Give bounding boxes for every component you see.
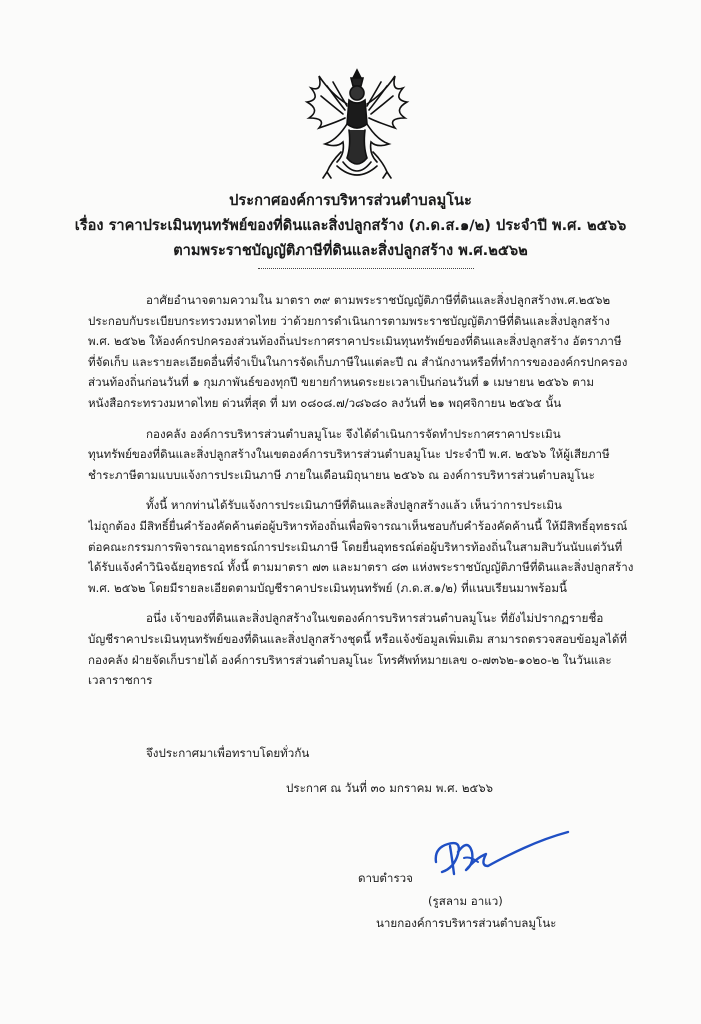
announcement-subject: เรื่อง ราคาประเมินทุนทรัพย์ของที่ดินและสิ่งปลูกสร้าง (ภ.ด.ส.๑/๒) ประจำปี พ.ศ. ๒๕๖๖: [74, 217, 627, 234]
paragraph-authority: [88, 290, 634, 414]
announcement-date: ประกาศ ณ วันที่ ๓๐ มกราคม พ.ศ. ๒๕๖๖: [286, 781, 493, 795]
text-line: ประกอบกับระเบียบกระทรวงมหาดไทย ว่าด้วยการดำเนินการตามพระราชบัญญัติภาษีที่ดินและสิ่งปลูกสร้าง: [88, 313, 610, 328]
text-line: อนึ่ง เจ้าของที่ดินและสิ่งปลูกสร้างในเขตองค์การบริหารส่วนตำบลมูโนะ ที่ยังไม่ปรากฏรายชื่อ: [146, 611, 604, 626]
garuda-emblem-icon: [297, 66, 417, 182]
rank-label: ดาบตำรวจ: [358, 871, 413, 885]
closing-statement: จึงประกาศมาเพื่อทราบโดยทั่วกัน: [146, 746, 310, 760]
text-line: ต่อคณะกรรมการพิจารณาอุทธรณ์การประเมินภาษี โดยยื่นอุทธรณ์ต่อผู้บริหารท้องถิ่นในสามสิบวันนับแต่วันที่: [88, 539, 623, 554]
text-line: ไม่ถูกต้อง มีสิทธิ์ยื่นคำร้องคัดค้านต่อผู้บริหารท้องถิ่นเพื่อพิจารณาเห็นชอบกับคำร้องคัดค้านนี้ ให้มีสิทธิ์อุทธรณ์: [88, 518, 628, 533]
paragraph-appeal: [88, 495, 634, 598]
text-line: กองคลัง ฝ่ายจัดเก็บรายได้ องค์การบริหารส่วนตำบลมูโนะ โทรศัพท์หมายเลข ๐-๗๓๖๒-๑๐๒๐-๒ ในวันและ: [88, 652, 612, 667]
text-line: ส่วนท้องถิ่นก่อนวันที่ ๑ กุมภาพันธ์ของทุกปี ขยายกำหนดระยะเวลาเป็นก่อนวันที่ ๑ เมษายน ๒๕๖๖ ตาม: [88, 375, 594, 390]
text-line: ทั้งนี้ หากท่านได้รับแจ้งการประเมินภาษีที่ดินและสิ่งปลูกสร้างแล้ว เห็นว่าการประเมิน: [146, 498, 562, 513]
announcement-title: ประกาศองค์การบริหารส่วนตำบลมูโนะ: [229, 192, 472, 209]
signer-position: นายกองค์การบริหารส่วนตำบลมูโนะ: [376, 916, 557, 930]
text-line: หนังสือกระทรวงมหาดไทย ด่วนที่สุด ที่ มท ๐๘๐๘.๗/ว๘๖๘๐ ลงวันที่ ๒๑ พฤศจิกายน ๒๕๖๕ นั้น: [88, 395, 562, 410]
announcement-legal-basis: ตามพระราชบัญญัติภาษีที่ดินและสิ่งปลูกสร้าง พ.ศ.๒๕๖๒: [173, 242, 528, 259]
handwritten-signature: [428, 828, 578, 888]
announcement-body: [88, 290, 634, 701]
signer-name: (รูสลาม อาแว): [428, 894, 503, 908]
text-line: พ.ศ. ๒๕๖๒ โดยมีรายละเอียดตามบัญชีราคาประเมินทุนทรัพย์ (ภ.ด.ส.๑/๒) ที่แนบเรียนมาพร้อมนี้: [88, 580, 567, 595]
text-line: พ.ศ. ๒๕๖๒ ให้องค์กรปกครองส่วนท้องถิ่นประกาศราคาประเมินทุนทรัพย์ของที่ดินและสิ่งปลูกสร้าง อัตราภาษี: [88, 334, 622, 349]
text-line: ได้รับแจ้งคำวินิจฉัยอุทธรณ์ ทั้งนี้ ตามมาตรา ๗๓ และมาตรา ๘๓ แห่งพระราชบัญญัติภาษีที่ดินและสิ่งปลูกสร้าง: [88, 560, 634, 575]
text-line: ทุนทรัพย์ของที่ดินและสิ่งปลูกสร้างในเขตองค์การบริหารส่วนตำบลมูโนะ ประจำปี พ.ศ. ๒๕๖๖ ให้ผู้เสียภาษี: [88, 447, 610, 462]
paragraph-finance-division: [88, 424, 634, 486]
text-line: บัญชีราคาประเมินทุนทรัพย์ของที่ดินและสิ่งปลูกสร้างชุดนี้ หรือแจ้งข้อมูลเพิ่มเติม สามารถตรวจสอบข้อมูลได้ที่: [88, 631, 628, 646]
text-line: ที่จัดเก็บ และรายละเอียดอื่นที่จำเป็นในการจัดเก็บภาษีในแต่ละปี ณ สำนักงานหรือที่ทำการขององค์กรปกครอง: [88, 354, 628, 369]
dotted-divider: [258, 268, 474, 269]
text-line: ชำระภาษีตามแบบแจ้งการประเมินภาษี ภายในเดือนมิถุนายน ๒๕๖๖ ณ องค์การบริหารส่วนตำบลมูโนะ: [88, 467, 595, 482]
text-line: กองคลัง องค์การบริหารส่วนตำบลมูโนะ จึงได้ดำเนินการจัดทำประกาศราคาประเมิน: [146, 426, 561, 441]
text-line: เวลาราชการ: [88, 673, 153, 688]
text-line: อาศัยอำนาจตามความใน มาตรา ๓๙ ตามพระราชบัญญัติภาษีที่ดินและสิ่งปลูกสร้างพ.ศ.๒๕๖๒: [146, 293, 611, 307]
title-block: [0, 188, 701, 263]
paragraph-contact: [88, 608, 634, 690]
